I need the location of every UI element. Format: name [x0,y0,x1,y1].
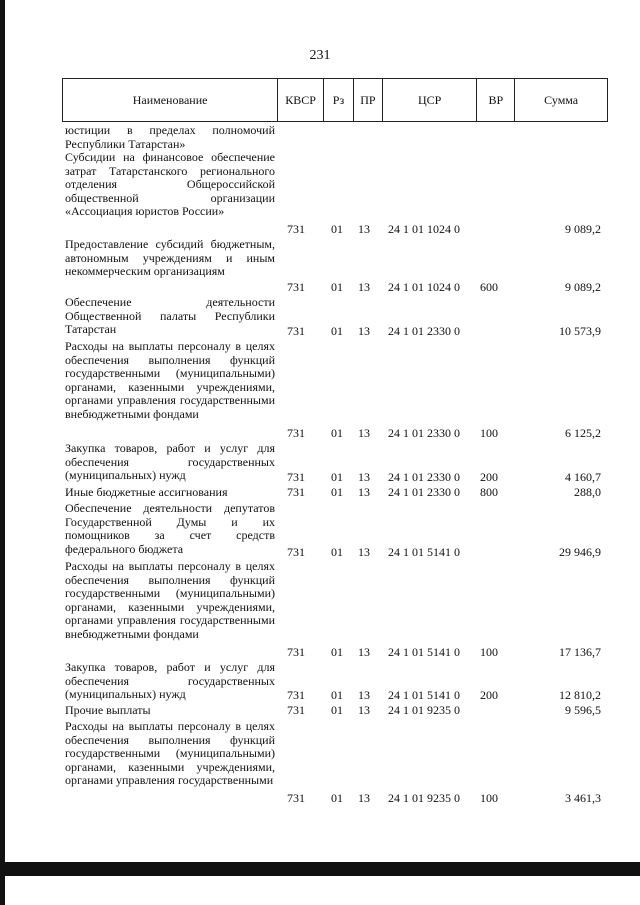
row-rz: 01 [331,688,343,702]
row-kvsr: 731 [287,470,305,484]
row-kvsr: 731 [287,222,305,236]
table-header [62,78,608,122]
row-name: Обеспечение деятельности депутатов Государственной Думы и их помощников за счет средств федерального бюджета [65,501,275,556]
row-vr: 800 [480,485,498,499]
header-pr: ПР [354,79,383,121]
row-pr: 13 [358,703,370,717]
row-name: Закупка товаров, работ и услуг для обеспечения государственных (муниципальных) нужд [65,441,275,483]
header-csr: ЦСР [383,79,478,121]
row-sum: 17 136,7 [559,645,601,659]
header-rz: Рз [324,79,354,121]
row-vr: 600 [480,280,498,294]
row-vr: 100 [480,791,498,805]
row-sum: 9 089,2 [565,222,601,236]
row-kvsr: 731 [287,426,305,440]
row-rz: 01 [331,280,343,294]
row-csr: 24 1 01 5141 0 [388,645,460,659]
row-sum: 3 461,3 [565,791,601,805]
row-pr: 13 [358,688,370,702]
row-sum: 9 596,5 [565,703,601,717]
row-csr: 24 1 01 2330 0 [388,470,460,484]
row-sum: 29 946,9 [559,545,601,559]
header-sum: Сумма [544,92,579,107]
row-csr: 24 1 01 2330 0 [388,324,460,338]
row-csr: 24 1 01 9235 0 [388,703,460,717]
row-kvsr: 731 [287,703,305,717]
row-csr: 24 1 01 5141 0 [388,688,460,702]
row-pr: 13 [358,426,370,440]
row-sum: 9 089,2 [565,280,601,294]
page-number: 231 [309,48,331,63]
scan-left-edge [0,0,5,905]
row-csr: 24 1 01 9235 0 [388,791,460,805]
row-vr: 200 [480,470,498,484]
row-name: Расходы на выплаты персоналу в целях обеспечения выполнения функций государственными (муниципальными) органами, казенными учреждениями, органами управления государственными внебюджетными фондами [65,339,275,421]
row-rz: 01 [331,791,343,805]
row-rz: 01 [331,645,343,659]
row-sum: 6 125,2 [565,426,601,440]
row-name: Предоставление субсидий бюджетным, автономным учреждениям и иным некоммерческим организациям [65,237,275,279]
row-csr: 24 1 01 2330 0 [388,426,460,440]
row-kvsr: 731 [287,791,305,805]
row-rz: 01 [331,426,343,440]
row-csr: 24 1 01 2330 0 [388,485,460,499]
row-kvsr: 731 [287,280,305,294]
row-rz: 01 [331,324,343,338]
scan-bottom-edge [0,862,640,876]
row-pr: 13 [358,545,370,559]
row-rz: 01 [331,470,343,484]
row-pr: 13 [358,280,370,294]
row-vr: 200 [480,688,498,702]
row-kvsr: 731 [287,485,305,499]
row-kvsr: 731 [287,688,305,702]
row-vr: 100 [480,645,498,659]
row-pr: 13 [358,222,370,236]
row-name: Расходы на выплаты персоналу в целях обеспечения выполнения функций государственными (муниципальными) органами, казенными учреждениями, органами управления государственными внебюджетными фондами [65,559,275,641]
row-sum: 288,0 [574,485,601,499]
row-rz: 01 [331,545,343,559]
row-name: Прочие выплаты [65,703,151,717]
row-pr: 13 [358,791,370,805]
row-sum: 4 160,7 [565,470,601,484]
row-csr: 24 1 01 1024 0 [388,222,460,236]
row-pr: 13 [358,485,370,499]
row-name: юстиции в пределах полномочий Республики Татарстан» [65,123,275,151]
row-name: Расходы на выплаты персоналу в целях обеспечения выполнения функций государственными (муниципальными) органами, казенными учреждениями, органами управления государственными [65,719,275,788]
header-name: Наименование [63,79,278,121]
row-name: Закупка товаров, работ и услуг для обеспечения государственных (муниципальных) нужд [65,660,275,702]
row-name: Субсидии на финансовое обеспечение затрат Татарстанского регионального отделения Общероссийской общественной организации «Ассоциация юристов России» [65,150,275,219]
row-name: Иные бюджетные ассигнования [65,485,228,499]
row-rz: 01 [331,485,343,499]
row-rz: 01 [331,703,343,717]
row-csr: 24 1 01 1024 0 [388,280,460,294]
row-pr: 13 [358,470,370,484]
row-vr: 100 [480,426,498,440]
row-rz: 01 [331,222,343,236]
row-pr: 13 [358,324,370,338]
row-pr: 13 [358,645,370,659]
header-vr: ВР [477,79,515,121]
row-sum: 10 573,9 [559,324,601,338]
row-name: Обеспечение деятельности Общественной палаты Республики Татарстан [65,295,275,337]
row-kvsr: 731 [287,645,305,659]
row-kvsr: 731 [287,545,305,559]
row-sum: 12 810,2 [559,688,601,702]
header-kvsr: КВСР [278,79,324,121]
row-csr: 24 1 01 5141 0 [388,545,460,559]
row-kvsr: 731 [287,324,305,338]
